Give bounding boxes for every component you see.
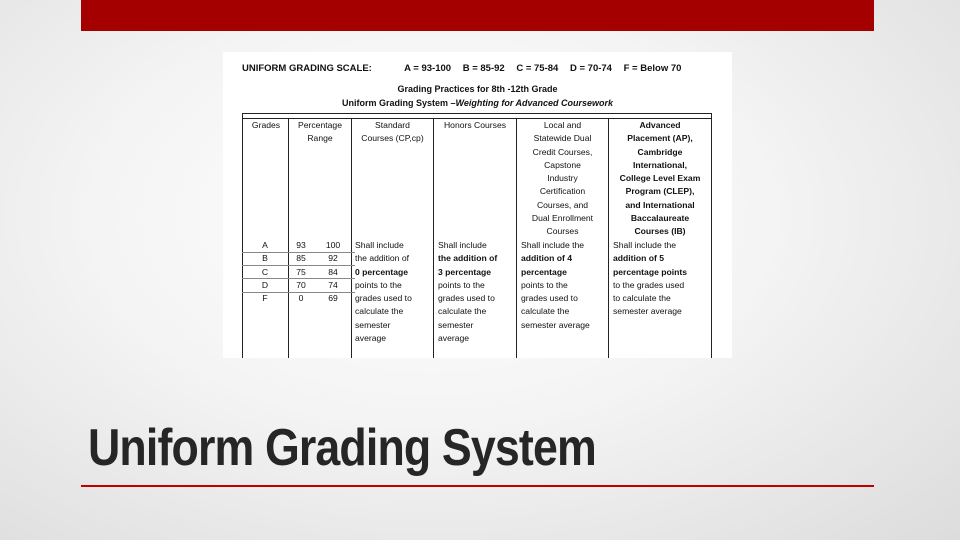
grading-document-image xyxy=(223,52,732,358)
col-divider-3 xyxy=(433,118,434,358)
scale-item-d: D = 70-74 xyxy=(569,63,612,74)
range-high: 92 xyxy=(328,253,338,264)
range-high: 100 xyxy=(325,240,341,250)
document-heading: Grading Practices for 8th -12th Grade xyxy=(397,84,558,94)
standard-description: Shall include the addition of 0 percentage points to the grades used to calculate the semester average xyxy=(355,240,412,344)
range-low: 70 xyxy=(296,279,306,290)
range-low-values xyxy=(286,239,316,305)
col-header-grades: Grades xyxy=(251,120,281,130)
table-border-left xyxy=(242,113,243,358)
title-underline xyxy=(81,485,874,487)
range-high-values xyxy=(318,239,348,305)
col-header-honors: Honors Courses xyxy=(443,120,507,130)
scale-item-f: F = Below 70 xyxy=(623,63,682,74)
range-high: 74 xyxy=(328,279,338,290)
local-description: Shall include the addition of 4 percentage points to the grades used to calculate the semester average xyxy=(521,240,590,330)
grade-letters xyxy=(243,239,287,305)
col-divider-1 xyxy=(288,118,289,358)
document-subheading: Uniform Grading System –Weighting for Advanced Coursework xyxy=(341,98,614,108)
table-border-right xyxy=(711,113,712,358)
scale-item-c: C = 75-84 xyxy=(516,63,559,74)
grade-letter: C xyxy=(261,266,269,277)
grade-letter: D xyxy=(261,279,269,290)
range-low: 75 xyxy=(296,266,306,277)
top-accent-bar xyxy=(81,0,874,31)
honors-description: Shall include the addition of 3 percentage points to the grades used to calculate the semester average xyxy=(438,240,498,344)
grading-scale-line xyxy=(242,63,722,74)
range-high: 84 xyxy=(328,266,338,277)
grade-letter: F xyxy=(262,293,268,304)
advanced-description: Shall include the addition of 5 percentage points to the grades used to calculate the semester average xyxy=(613,240,688,317)
range-low: 0 xyxy=(298,293,304,304)
slide-title: Uniform Grading System xyxy=(88,419,596,477)
col-header-advanced: Advanced Placement (AP), Cambridge International, College Level Exam Program (CLEP), and International Baccalaureate Courses (IB) xyxy=(619,120,701,237)
scale-item-b: B = 85-92 xyxy=(462,63,505,74)
col-header-percentage: Percentage Range xyxy=(298,120,342,144)
col-divider-2 xyxy=(351,118,352,358)
range-low: 85 xyxy=(296,253,306,264)
grade-letter: B xyxy=(262,253,268,264)
col-header-standard: Standard Courses (CP,cp) xyxy=(361,120,424,144)
range-high: 69 xyxy=(328,293,338,304)
scale-item-a: A = 93-100 xyxy=(404,63,452,74)
grade-letter: A xyxy=(262,240,268,250)
range-low: 93 xyxy=(296,240,306,250)
col-header-local: Local and Statewide Dual Credit Courses, Capstone Industry Certification Courses, and Dual Enrollment Courses xyxy=(531,120,594,237)
table-top-rule xyxy=(242,113,712,114)
scale-label: UNIFORM GRADING SCALE: xyxy=(242,63,372,74)
